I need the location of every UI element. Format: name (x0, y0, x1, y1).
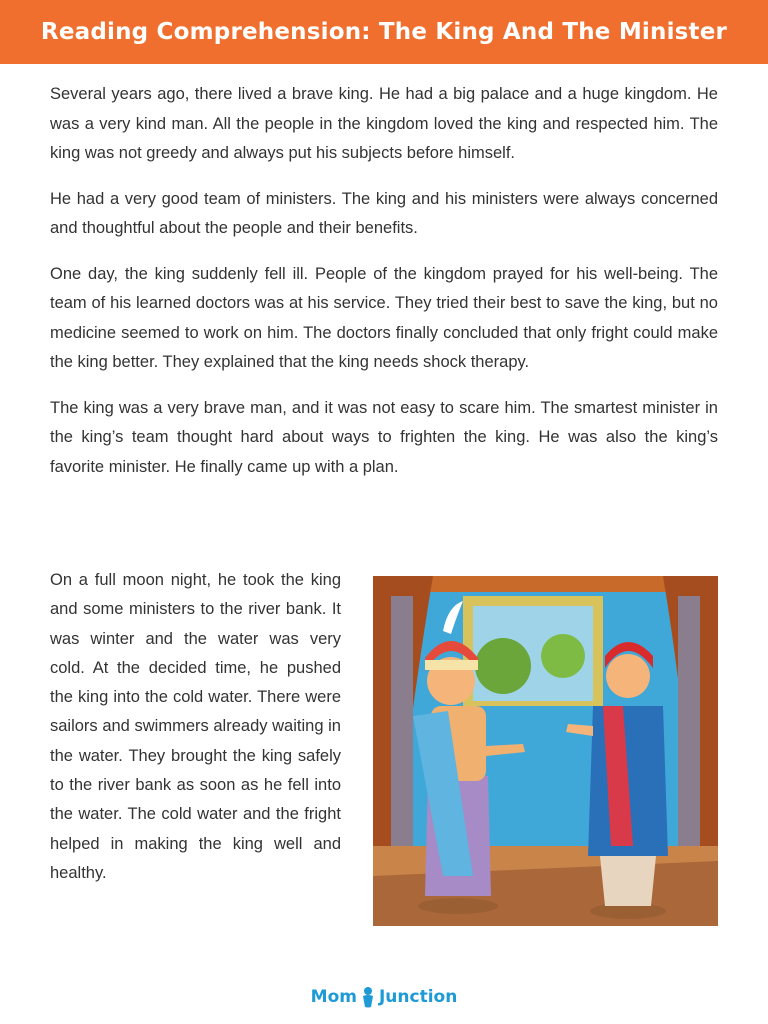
tree (475, 638, 531, 694)
king-shadow (418, 898, 498, 914)
footer-logo (0, 984, 768, 1010)
left-pillar (391, 596, 413, 846)
king-turban-band (425, 660, 478, 670)
logo-text-junction: Junction (378, 987, 458, 1007)
page-header (0, 0, 768, 64)
right-pillar (678, 596, 700, 846)
story-paragraph-4: The king was a very brave man, and it was not easy to scare him. The smartest minister in the king’s team thought hard about ways to frighten the king. He was also the king’s favorite minister. He finally came up with a plan. (50, 398, 718, 476)
logo-text-mom: Mom (310, 987, 357, 1007)
page-title: Reading Comprehension: The King And The Minister (40, 19, 728, 45)
story-paragraph-1: Several years ago, there lived a brave king. He had a big palace and a huge kingdom. He was a very kind man. All the people in the kingdom loved the king and respected him. The king was not greedy and always put his subjects before himself. (50, 85, 718, 162)
illustration-svg (373, 576, 718, 926)
story-final-section (50, 566, 718, 936)
story-paragraph-2: He had a very good team of ministers. The king and his ministers were always concerned and thoughtful about the people and their benefits. (50, 189, 718, 237)
momjunction-logo-icon (359, 986, 377, 1008)
minister-head (606, 654, 650, 698)
story-body (50, 80, 718, 498)
tree (541, 634, 585, 678)
story-paragraph-3: One day, the king suddenly fell ill. People of the kingdom prayed for his well-being. The team of his learned doctors was at his service. They tried their best to save the king, but no medicine seemed to work on him. The doctors finally concluded that only fright could make the king better. They explained that the king needs shock therapy. (50, 264, 718, 371)
story-paragraph-5: On a full moon night, he took the king and some ministers to the river bank. It was winter and the water was very cold. At the decided time, he pushed the king into the cold water. There were sailors and swimmers already waiting in the water. They brought the king safely to the river bank as soon as he fell into the water. The cold water and the fright helped in making the king well and healthy. (50, 571, 341, 882)
king-and-minister-illustration (373, 576, 718, 926)
